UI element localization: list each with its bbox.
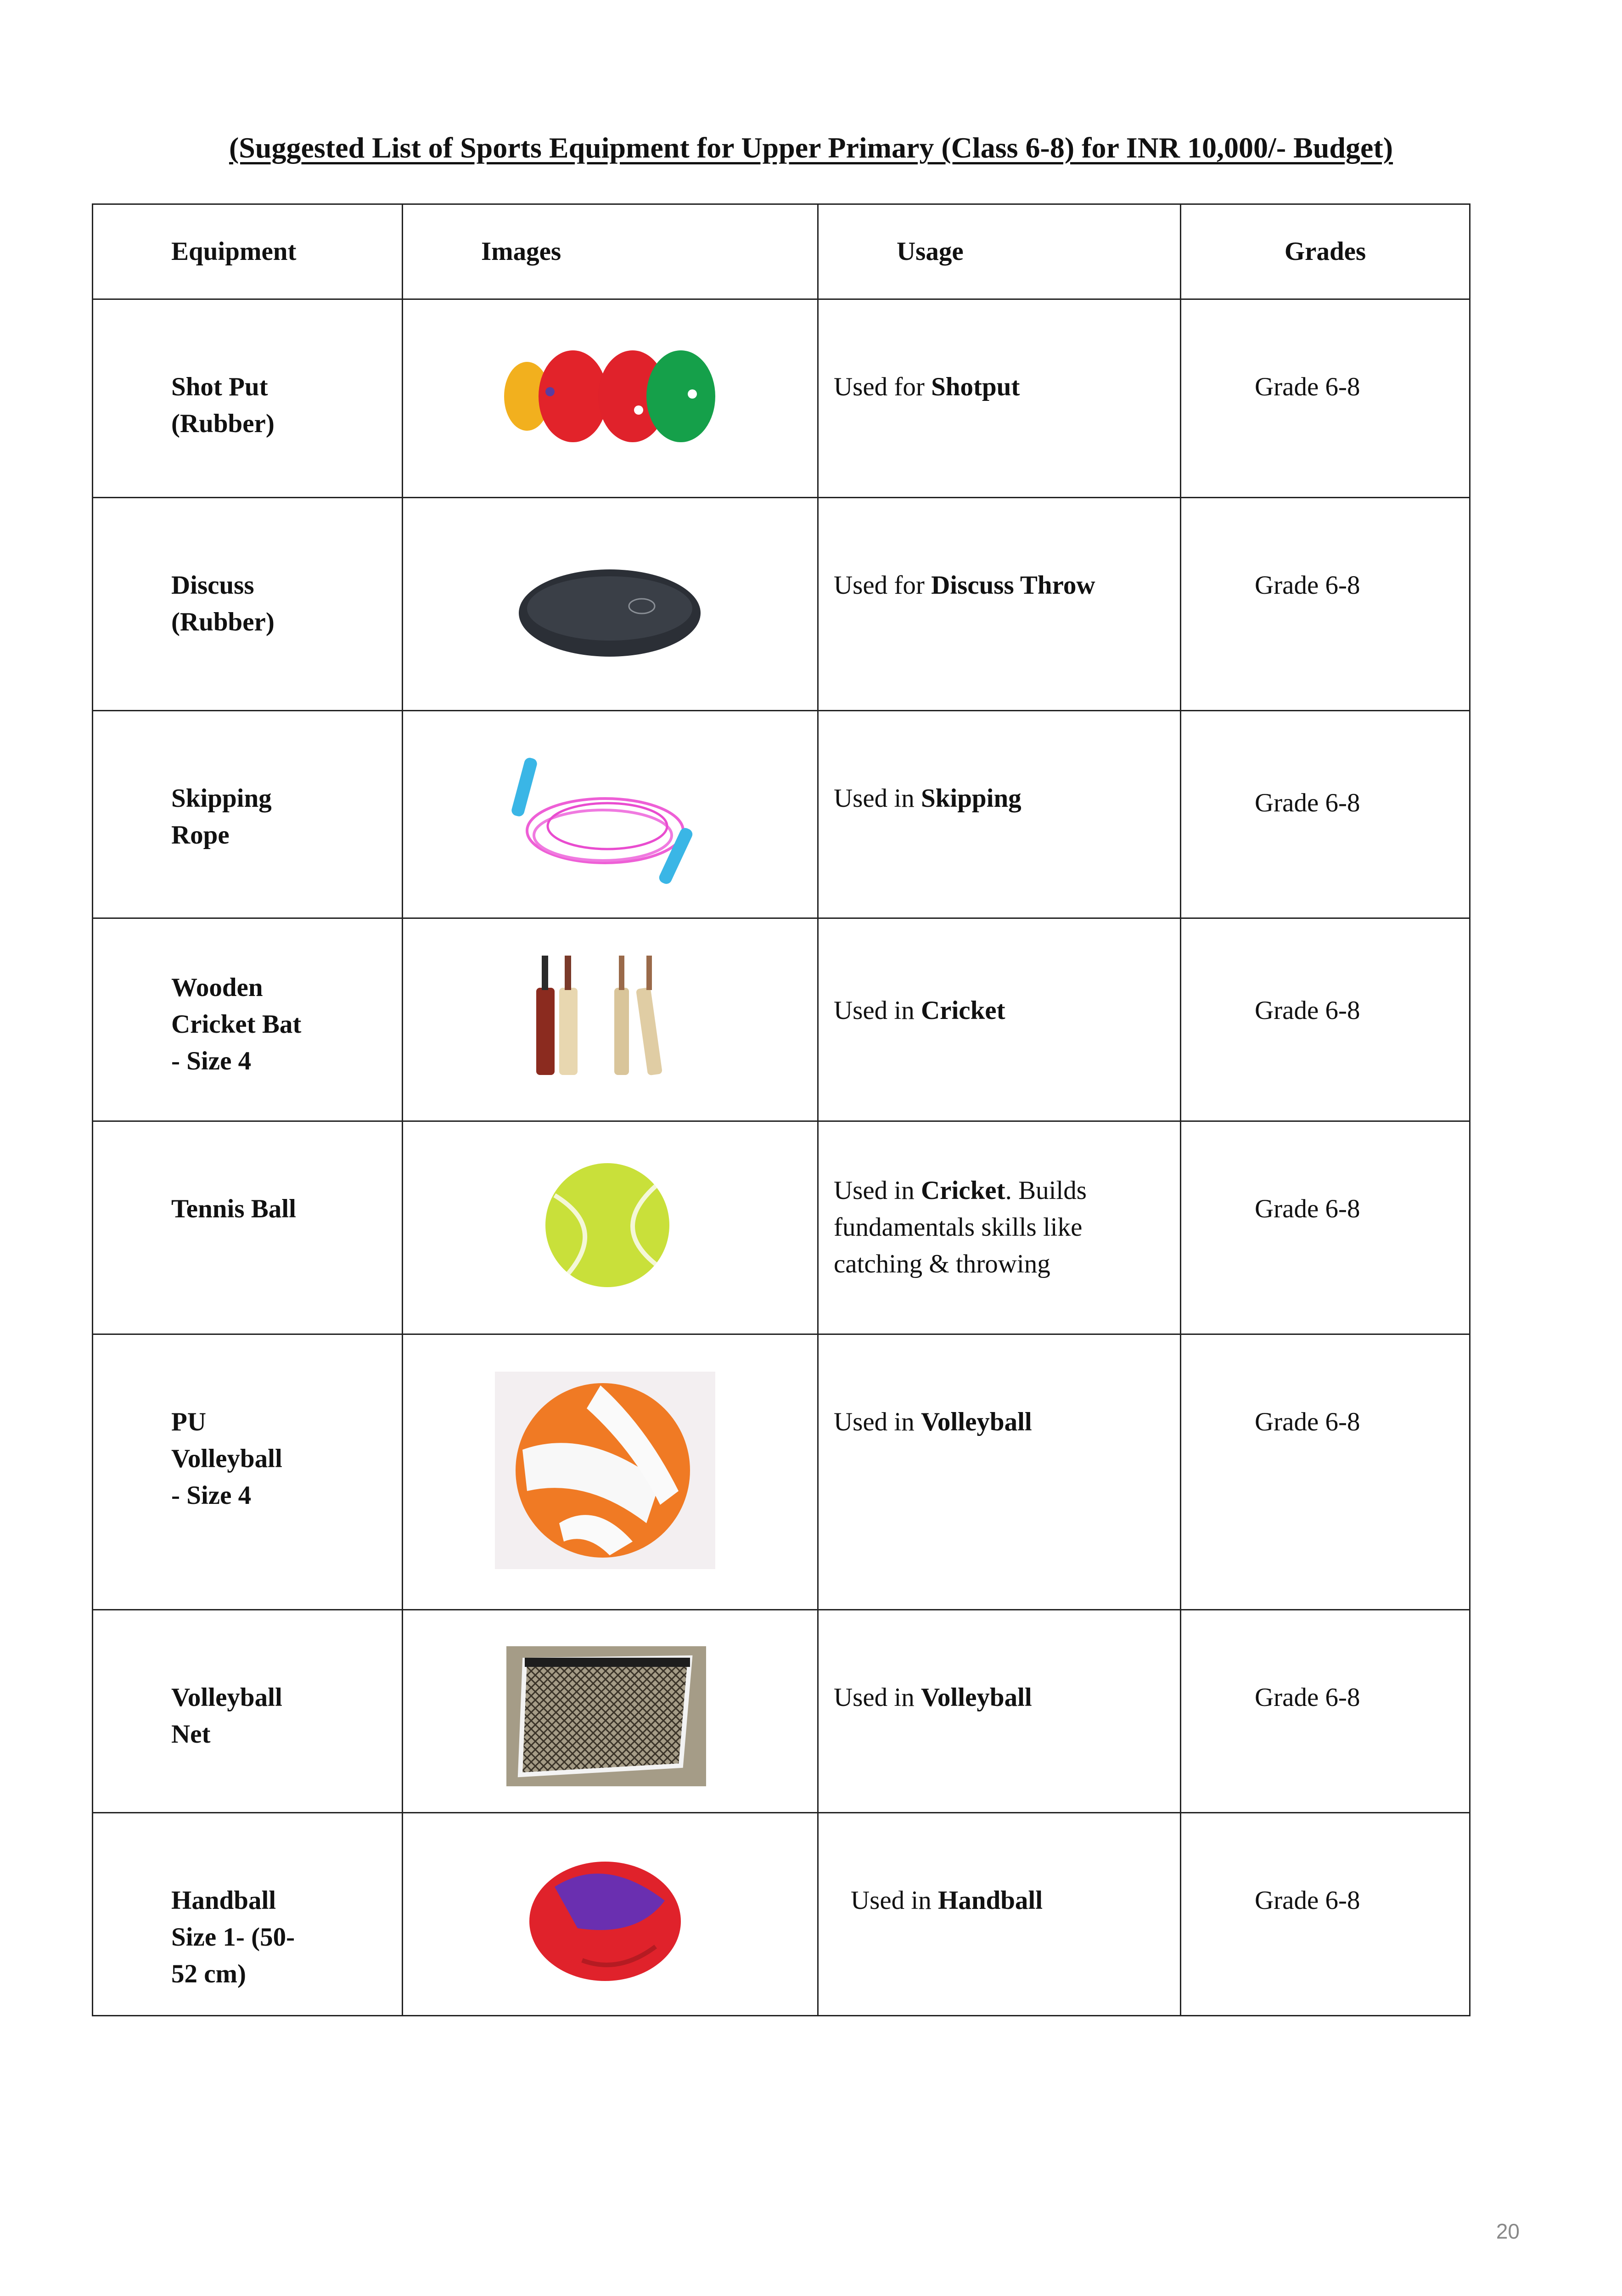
grade-text: Grade 6-8 bbox=[1181, 1610, 1470, 1813]
grade-text: Grade 6-8 bbox=[1181, 1334, 1470, 1610]
equipment-name: Discuss (Rubber) bbox=[93, 498, 403, 711]
equipment-image-cell bbox=[403, 711, 818, 918]
equipment-image-cell bbox=[403, 1610, 818, 1813]
grade-text: Grade 6-8 bbox=[1181, 918, 1470, 1121]
grade-text: Grade 6-8 bbox=[1181, 299, 1470, 498]
handball-icon bbox=[527, 1859, 683, 1983]
equipment-image-cell bbox=[403, 1334, 818, 1610]
table-row bbox=[93, 498, 1470, 711]
equipment-image-cell bbox=[403, 498, 818, 711]
grade-text: Grade 6-8 bbox=[1181, 1121, 1470, 1334]
equipment-name: Handball Size 1- (50- 52 cm) bbox=[93, 1813, 403, 2016]
table-row bbox=[93, 1334, 1470, 1610]
usage-text: Used in Handball bbox=[818, 1813, 1181, 2016]
equipment-image-cell bbox=[403, 1813, 818, 2016]
equipment-name: PU Volleyball - Size 4 bbox=[93, 1334, 403, 1610]
grade-text: Grade 6-8 bbox=[1181, 498, 1470, 711]
table-row bbox=[93, 711, 1470, 918]
header-equipment: Equipment bbox=[93, 204, 403, 299]
table-row bbox=[93, 1121, 1470, 1334]
equipment-name: Volleyball Net bbox=[93, 1610, 403, 1813]
volleyball-icon bbox=[495, 1372, 715, 1569]
skipping-rope-icon bbox=[500, 748, 711, 890]
equipment-image-cell bbox=[403, 299, 818, 498]
cricket-bats-icon bbox=[532, 956, 688, 1084]
table-row bbox=[93, 918, 1470, 1121]
header-usage: Usage bbox=[818, 204, 1181, 299]
header-grades: Grades bbox=[1181, 204, 1470, 299]
usage-text: Used in Skipping bbox=[818, 711, 1181, 918]
grade-text: Grade 6-8 bbox=[1181, 711, 1470, 918]
header-images: Images bbox=[403, 204, 818, 299]
usage-text: Used in Cricket. Builds fundamentals skills like catching & throwing bbox=[818, 1121, 1181, 1334]
grade-text: Grade 6-8 bbox=[1181, 1813, 1470, 2016]
usage-text: Used in Cricket bbox=[818, 918, 1181, 1121]
equipment-name: Skipping Rope bbox=[93, 711, 403, 918]
table-header-row bbox=[93, 204, 1470, 299]
equipment-image-cell bbox=[403, 918, 818, 1121]
usage-text: Used in Volleyball bbox=[818, 1610, 1181, 1813]
usage-text: Used for Discuss Throw bbox=[818, 498, 1181, 711]
page-title: (Suggested List of Sports Equipment for Upper Primary (Class 6-8) for INR 10,000/- Budget) bbox=[229, 131, 1393, 164]
table-row bbox=[93, 1610, 1470, 1813]
table-row bbox=[93, 1813, 1470, 2016]
usage-text: Used in Volleyball bbox=[818, 1334, 1181, 1610]
shot-put-balls-icon bbox=[500, 346, 720, 447]
equipment-table bbox=[92, 203, 1470, 2016]
discus-icon bbox=[513, 563, 706, 664]
equipment-image-cell bbox=[403, 1121, 818, 1334]
equipment-name: Wooden Cricket Bat - Size 4 bbox=[93, 918, 403, 1121]
equipment-name: Tennis Ball bbox=[93, 1121, 403, 1334]
equipment-name: Shot Put (Rubber) bbox=[93, 299, 403, 498]
table-row bbox=[93, 299, 1470, 498]
tennis-ball-icon bbox=[541, 1159, 674, 1292]
usage-text: Used for Shotput bbox=[818, 299, 1181, 498]
volleyball-net-icon bbox=[506, 1646, 706, 1786]
page-number: 20 bbox=[1496, 2219, 1520, 2243]
